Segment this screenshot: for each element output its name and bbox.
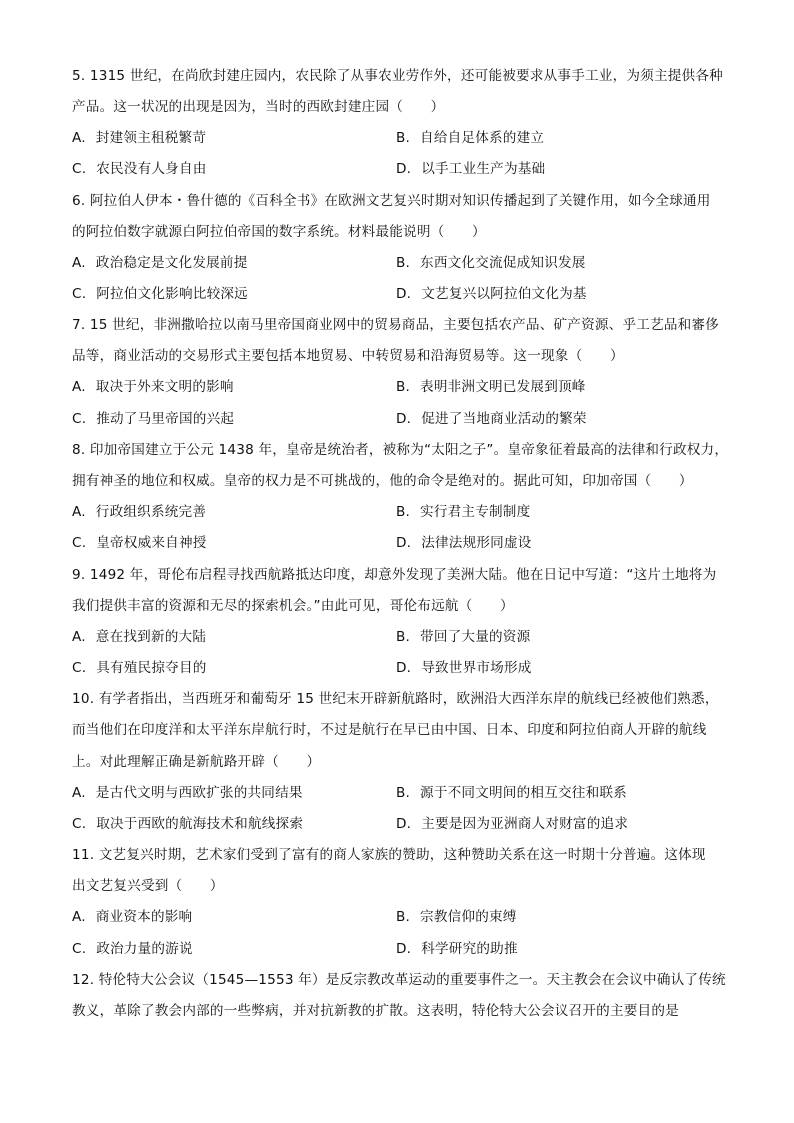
option-letter: C. — [72, 816, 87, 832]
option-text: 意在找到新的大陆 — [95, 629, 207, 645]
question-5-option-d[interactable] — [396, 160, 545, 178]
option-letter: A. — [72, 379, 86, 395]
option-letter: D. — [396, 161, 412, 177]
option-letter: B. — [396, 130, 411, 146]
option-letter: D. — [396, 816, 412, 832]
question-11-line-1: 11. 文艺复兴时期，艺术家们受到了富有的商人家族的赞助，这种赞助关系在这一时期十分普遍。这体现 — [72, 847, 706, 863]
option-text: 东西文化交流促成知识发展 — [420, 255, 586, 271]
option-letter: C. — [72, 411, 87, 427]
option-letter: C. — [72, 286, 87, 302]
option-text: 推动了马里帝国的兴起 — [96, 411, 235, 427]
option-letter: C. — [72, 660, 87, 676]
question-9-line-1: 9. 1492 年，哥伦布启程寻找西航路抵达印度，却意外发现了美洲大陆。他在日记中写道：“这片土地将为 — [72, 567, 717, 583]
question-9-option-d[interactable] — [396, 659, 532, 677]
question-10-line-3: 上。对此理解正确是新航路开辟（ ） — [72, 754, 321, 770]
option-text: 阿拉伯文化影响比较深远 — [96, 286, 248, 302]
question-5-option-a[interactable] — [72, 129, 206, 147]
option-letter: A. — [72, 629, 86, 645]
option-text: 宗教信仰的束缚 — [420, 909, 517, 925]
option-letter: C. — [72, 535, 87, 551]
question-10-option-b[interactable] — [396, 784, 627, 802]
option-text: 是古代文明与西欧扩张的共同结果 — [95, 785, 303, 801]
option-text: 商业资本的影响 — [95, 909, 193, 925]
option-letter: B. — [396, 255, 411, 271]
option-letter: B. — [396, 504, 411, 520]
option-text: 以手工业生产为基础 — [421, 161, 546, 177]
option-letter: D. — [396, 411, 412, 427]
option-letter: A. — [72, 909, 86, 925]
question-10-option-a[interactable] — [72, 784, 303, 802]
option-letter: B. — [396, 909, 411, 925]
question-7-option-c[interactable] — [72, 410, 234, 428]
question-7-option-b[interactable] — [396, 378, 586, 396]
option-letter: A. — [72, 130, 86, 146]
option-text: 实行君主专制制度 — [420, 504, 531, 520]
question-8-option-d[interactable] — [396, 534, 532, 552]
question-11-option-c[interactable] — [72, 940, 193, 958]
option-text: 表明非洲文明已发展到顶峰 — [420, 379, 586, 395]
option-text: 促进了当地商业活动的繁荣 — [421, 411, 587, 427]
question-8-option-a[interactable] — [72, 503, 206, 521]
option-letter: A. — [72, 785, 86, 801]
question-10-option-d[interactable] — [396, 815, 628, 833]
question-11-option-b[interactable] — [396, 908, 517, 926]
question-7-option-a[interactable] — [72, 378, 234, 396]
question-8-line-1: 8. 印加帝国建立于公元 1438 年，皇帝是统治者，被称为“太阳之子”。皇帝象征着最高的法律和行政权力， — [72, 442, 729, 458]
question-12-line-1: 12. 特伦特大公会议（1545—1553 年）是反宗教改革运动的重要事件之一。天主教会在会议中确认了传统 — [72, 972, 726, 988]
question-6-option-a[interactable] — [72, 254, 248, 272]
question-8-option-c[interactable] — [72, 534, 207, 552]
option-text: 取决于外来文明的影响 — [95, 379, 234, 395]
question-12-line-2: 教义，革除了教会内部的一些弊病，并对抗新教的扩散。这表明，特伦特大公会议召开的主要目的是 — [72, 1003, 679, 1019]
question-10-option-c[interactable] — [72, 815, 303, 833]
option-text: 源于不同文明间的相互交往和联系 — [420, 785, 627, 801]
question-5-line-1: 5. 1315 世纪，在尚欣封建庄园内，农民除了从事农业劳作外，还可能被要求从事手工业，为须主提供各种 — [72, 68, 723, 84]
question-10-line-2: 而当他们在印度洋和太平洋东岸航行时，不过是航行在早已由中国、日本、印度和阿拉伯商人开辟的航线 — [72, 722, 707, 738]
question-9-option-c[interactable] — [72, 659, 207, 677]
option-text: 农民没有人身自由 — [96, 161, 207, 177]
option-text: 封建领主租税繁苛 — [95, 130, 207, 146]
option-letter: B. — [396, 629, 411, 645]
option-letter: C. — [72, 161, 87, 177]
question-8-option-b[interactable] — [396, 503, 530, 521]
question-5-option-b[interactable] — [396, 129, 544, 147]
question-6-line-1: 6. 阿拉伯人伊本・鲁什德的《百科全书》在欧洲文艺复兴时期对知识传播起到了关键作用，如今全球通用 — [72, 193, 711, 209]
question-9-option-a[interactable] — [72, 628, 206, 646]
option-text: 皇帝权威来自神授 — [96, 535, 207, 551]
option-text: 政治力量的游说 — [96, 941, 193, 957]
option-letter: C. — [72, 941, 87, 957]
option-text: 政治稳定是文化发展前提 — [95, 255, 248, 271]
question-7-line-2: 品等，商业活动的交易形式主要包括本地贸易、中转贸易和沿海贸易等。这一现象（ ） — [72, 348, 624, 364]
option-letter: D. — [396, 660, 412, 676]
option-letter: D. — [396, 535, 412, 551]
question-9-option-b[interactable] — [396, 628, 530, 646]
question-10-line-1: 10. 有学者指出，当西班牙和葡萄牙 15 世纪末开辟新航路时，欧洲沿大西洋东岸的航线已经被他们熟悉， — [72, 691, 719, 707]
option-letter: B. — [396, 379, 411, 395]
option-text: 行政组织系统完善 — [95, 504, 207, 520]
option-text: 导致世界市场形成 — [421, 660, 532, 676]
question-6-option-d[interactable] — [396, 285, 587, 303]
question-6-option-b[interactable] — [396, 254, 586, 272]
question-5-line-2: 产品。这一状况的出现是因为，当时的西欧封建庄园（ ） — [72, 99, 445, 115]
question-7-line-1: 7. 15 世纪，非洲撒哈拉以南马里帝国商业网中的贸易商品，主要包括农产品、矿产资源、乎工艺品和審侈 — [72, 317, 720, 333]
option-text: 具有殖民掠夺目的 — [96, 660, 207, 676]
question-11-option-a[interactable] — [72, 908, 192, 926]
question-6-option-c[interactable] — [72, 285, 248, 303]
question-7-option-d[interactable] — [396, 410, 587, 428]
option-text: 科学研究的助推 — [421, 941, 518, 957]
option-letter: A. — [72, 504, 86, 520]
question-5-option-c[interactable] — [72, 160, 207, 178]
question-11-line-2: 出文艺复兴受到（ ） — [72, 878, 224, 894]
option-text: 文艺复兴以阿拉伯文化为基 — [421, 286, 587, 302]
option-letter: B. — [396, 785, 411, 801]
option-text: 主要是因为亚洲商人对财富的追求 — [421, 816, 629, 832]
question-11-option-d[interactable] — [396, 940, 518, 958]
question-6-line-2: 的阿拉伯数字就源白阿拉伯帝国的数字系统。材料最能说明（ ） — [72, 224, 486, 240]
option-text: 自给自足体系的建立 — [420, 130, 545, 146]
option-text: 带回了大量的资源 — [420, 629, 531, 645]
question-9-line-2: 我们提供丰富的资源和无尽的探索机会。”由此可见，哥伦布远航（ ） — [72, 598, 514, 614]
option-text: 取决于西欧的航海技术和航线探索 — [96, 816, 304, 832]
option-letter: D. — [396, 941, 412, 957]
option-text: 法律法规形同虚设 — [421, 535, 532, 551]
question-8-line-2: 拥有神圣的地位和权威。皇帝的权力是不可挑战的，他的命令是绝对的。据此可知，印加帝国（ ） — [72, 473, 693, 489]
option-letter: D. — [396, 286, 412, 302]
option-letter: A. — [72, 255, 86, 271]
